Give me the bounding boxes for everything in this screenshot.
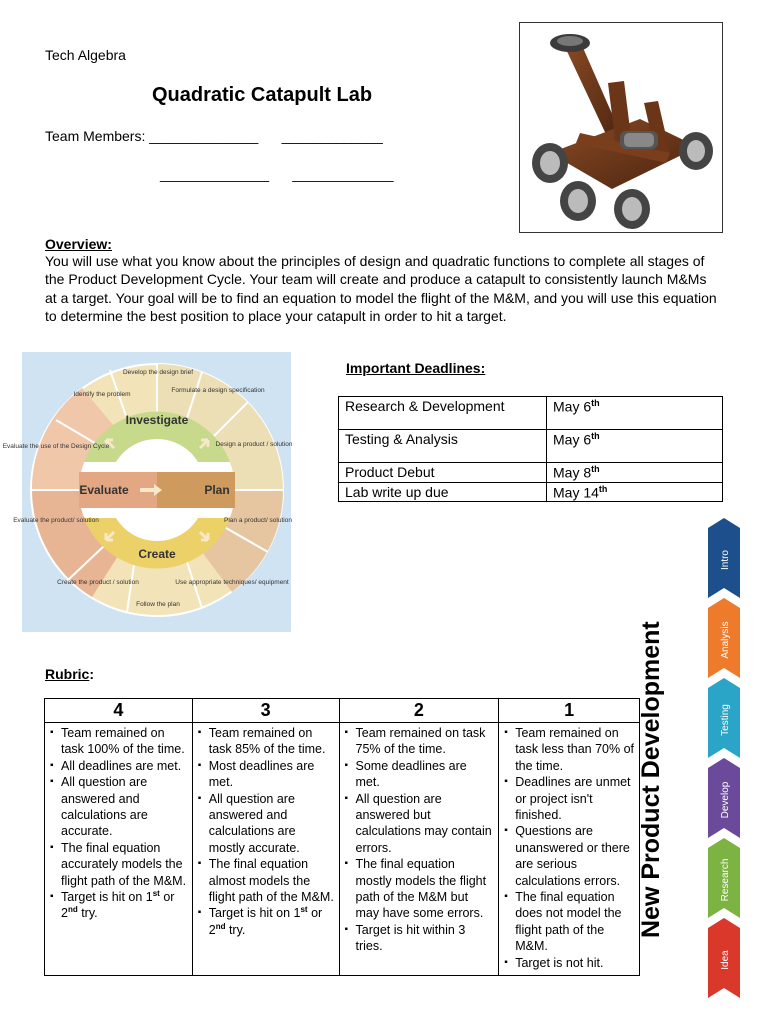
deadline-item: Testing & Analysis [339, 430, 547, 463]
cycle-segment-design: Design a product / solution [215, 441, 293, 448]
cycle-segment-follow: Follow the plan [136, 601, 180, 608]
npd-stage-label: Testing [720, 704, 731, 736]
rubric-header-row [45, 699, 640, 723]
rubric-score-2: 2 [339, 699, 499, 723]
cycle-segment-formulate: Formulate a design specification [171, 387, 265, 394]
cycle-segment-develop: Develop the design brief [122, 369, 194, 376]
cycle-segment-evaluate-cycle: Evaluate the use of the Design Cycle [2, 443, 110, 450]
page-title: Quadratic Catapult Lab [152, 84, 373, 106]
rubric-criterion: ▪ Deadlines are unmet or project isn't finished. [504, 774, 635, 823]
npd-stage-label: Intro [720, 549, 731, 571]
rubric-criterion: ▪ All question are answered but calculations may contain errors. [345, 791, 495, 857]
npd-title: New Product Development [637, 621, 665, 938]
npd-stage-label: Develop [720, 781, 731, 819]
rubric-criterion: ▪ Target is not hit. [504, 955, 635, 971]
rubric-score-4: 4 [45, 699, 193, 723]
rubric-criterion: ▪ Team remained on task 75% of the time. [345, 725, 495, 758]
rubric-criterion: ▪ Target is hit on 1st or 2nd try. [50, 889, 188, 922]
rubric-cell-4 [45, 723, 193, 976]
rubric-criterion: ▪ All question are answered and calculations are accurate. [50, 774, 188, 840]
rubric-criterion: ▪ Target is hit within 3 tries. [345, 922, 495, 955]
rubric-score-1: 1 [499, 699, 640, 723]
rubric-criterion: ▪ Team remained on task 85% of the time. [198, 725, 335, 758]
design-cycle-diagram [2, 352, 293, 632]
npd-stage-label: Analysis [720, 621, 731, 659]
cycle-plan-label: Plan [204, 483, 230, 497]
rubric-heading: Rubric: [45, 666, 95, 682]
rubric-criterion: ▪ All question are answered and calculations are mostly accurate. [198, 791, 335, 857]
rubric-criterion: ▪ Target is hit on 1st or 2nd try. [198, 905, 335, 938]
table-row [339, 463, 723, 483]
cycle-segment-evaluate-product: Evaluate the product/ solution [13, 517, 99, 524]
table-row [339, 397, 723, 430]
rubric-table [44, 698, 640, 976]
rubric-criterion: ▪ Most deadlines are met. [198, 758, 335, 791]
rubric-criterion: ▪ The final equation does not model the flight path of the M&M. [504, 889, 635, 955]
deadline-item: Product Debut [339, 463, 547, 483]
team-members-line-1: Team Members: ______________ _____________ [45, 128, 383, 144]
rubric-criterion: ▪ Team remained on task 100% of the time. [50, 725, 188, 758]
team-members-line-2: ______________ _____________ [160, 166, 394, 182]
rubric-criterion: ▪ Some deadlines are met. [345, 758, 495, 791]
overview-heading: Overview: [45, 236, 112, 252]
cycle-investigate-label: Investigate [125, 413, 189, 427]
deadline-date: May 14th [547, 482, 723, 502]
rubric-criterion: ▪ The final equation accurately models the flight path of the M&M. [50, 840, 188, 889]
rubric-criterion: ▪ Questions are unanswered or there are serious calculations errors. [504, 823, 635, 889]
course-name: Tech Algebra [45, 47, 126, 63]
deadline-item: Lab write up due [339, 482, 547, 502]
rubric-criterion: ▪ The final equation mostly models the flight path of the M&M but may have some errors. [345, 856, 495, 922]
cycle-segment-techniques: Use appropriate techniques/ equipment [175, 579, 289, 586]
deadline-date: May 6th [547, 397, 723, 430]
npd-stage-label: Research [720, 858, 731, 902]
rubric-cell-1 [499, 723, 640, 976]
npd-stages-graphic [704, 518, 752, 1008]
rubric-score-3: 3 [192, 699, 339, 723]
cycle-evaluate-label: Evaluate [79, 483, 129, 497]
table-row [339, 430, 723, 463]
npd-stage-label: Idea [720, 950, 731, 970]
deadlines-heading: Important Deadlines: [346, 360, 486, 376]
rubric-criteria-row [45, 723, 640, 976]
deadline-date: May 8th [547, 463, 723, 483]
overview-text: You will use what you know about the principles of design and quadratic functions to complete all stages of the Product Development Cycle. Your team will create and produce a catapult to consistently launch M&Ms at a target. Your goal will be to find an equation to model the flight of the M&M, and you will use this equation to determine the best position to place your catapult in order to hit a target. [45, 253, 717, 324]
rubric-criterion: ▪ All deadlines are met. [50, 758, 188, 774]
rubric-cell-3 [192, 723, 339, 976]
deadlines-table [338, 396, 723, 502]
cycle-segment-plan: Plan a product/ solution [224, 517, 292, 524]
deadline-item: Research & Development [339, 397, 547, 430]
cycle-segment-create: Create the product / solution [57, 579, 139, 586]
catapult-photo [519, 22, 723, 233]
rubric-criterion: ▪ The final equation almost models the flight path of the M&M. [198, 856, 335, 905]
rubric-cell-2 [339, 723, 499, 976]
rubric-criterion: ▪ Team remained on task less than 70% of the time. [504, 725, 635, 774]
table-row [339, 482, 723, 502]
cycle-segment-identify: Identify the problem [73, 391, 131, 398]
cycle-create-label: Create [138, 547, 176, 561]
deadline-date: May 6th [547, 430, 723, 463]
